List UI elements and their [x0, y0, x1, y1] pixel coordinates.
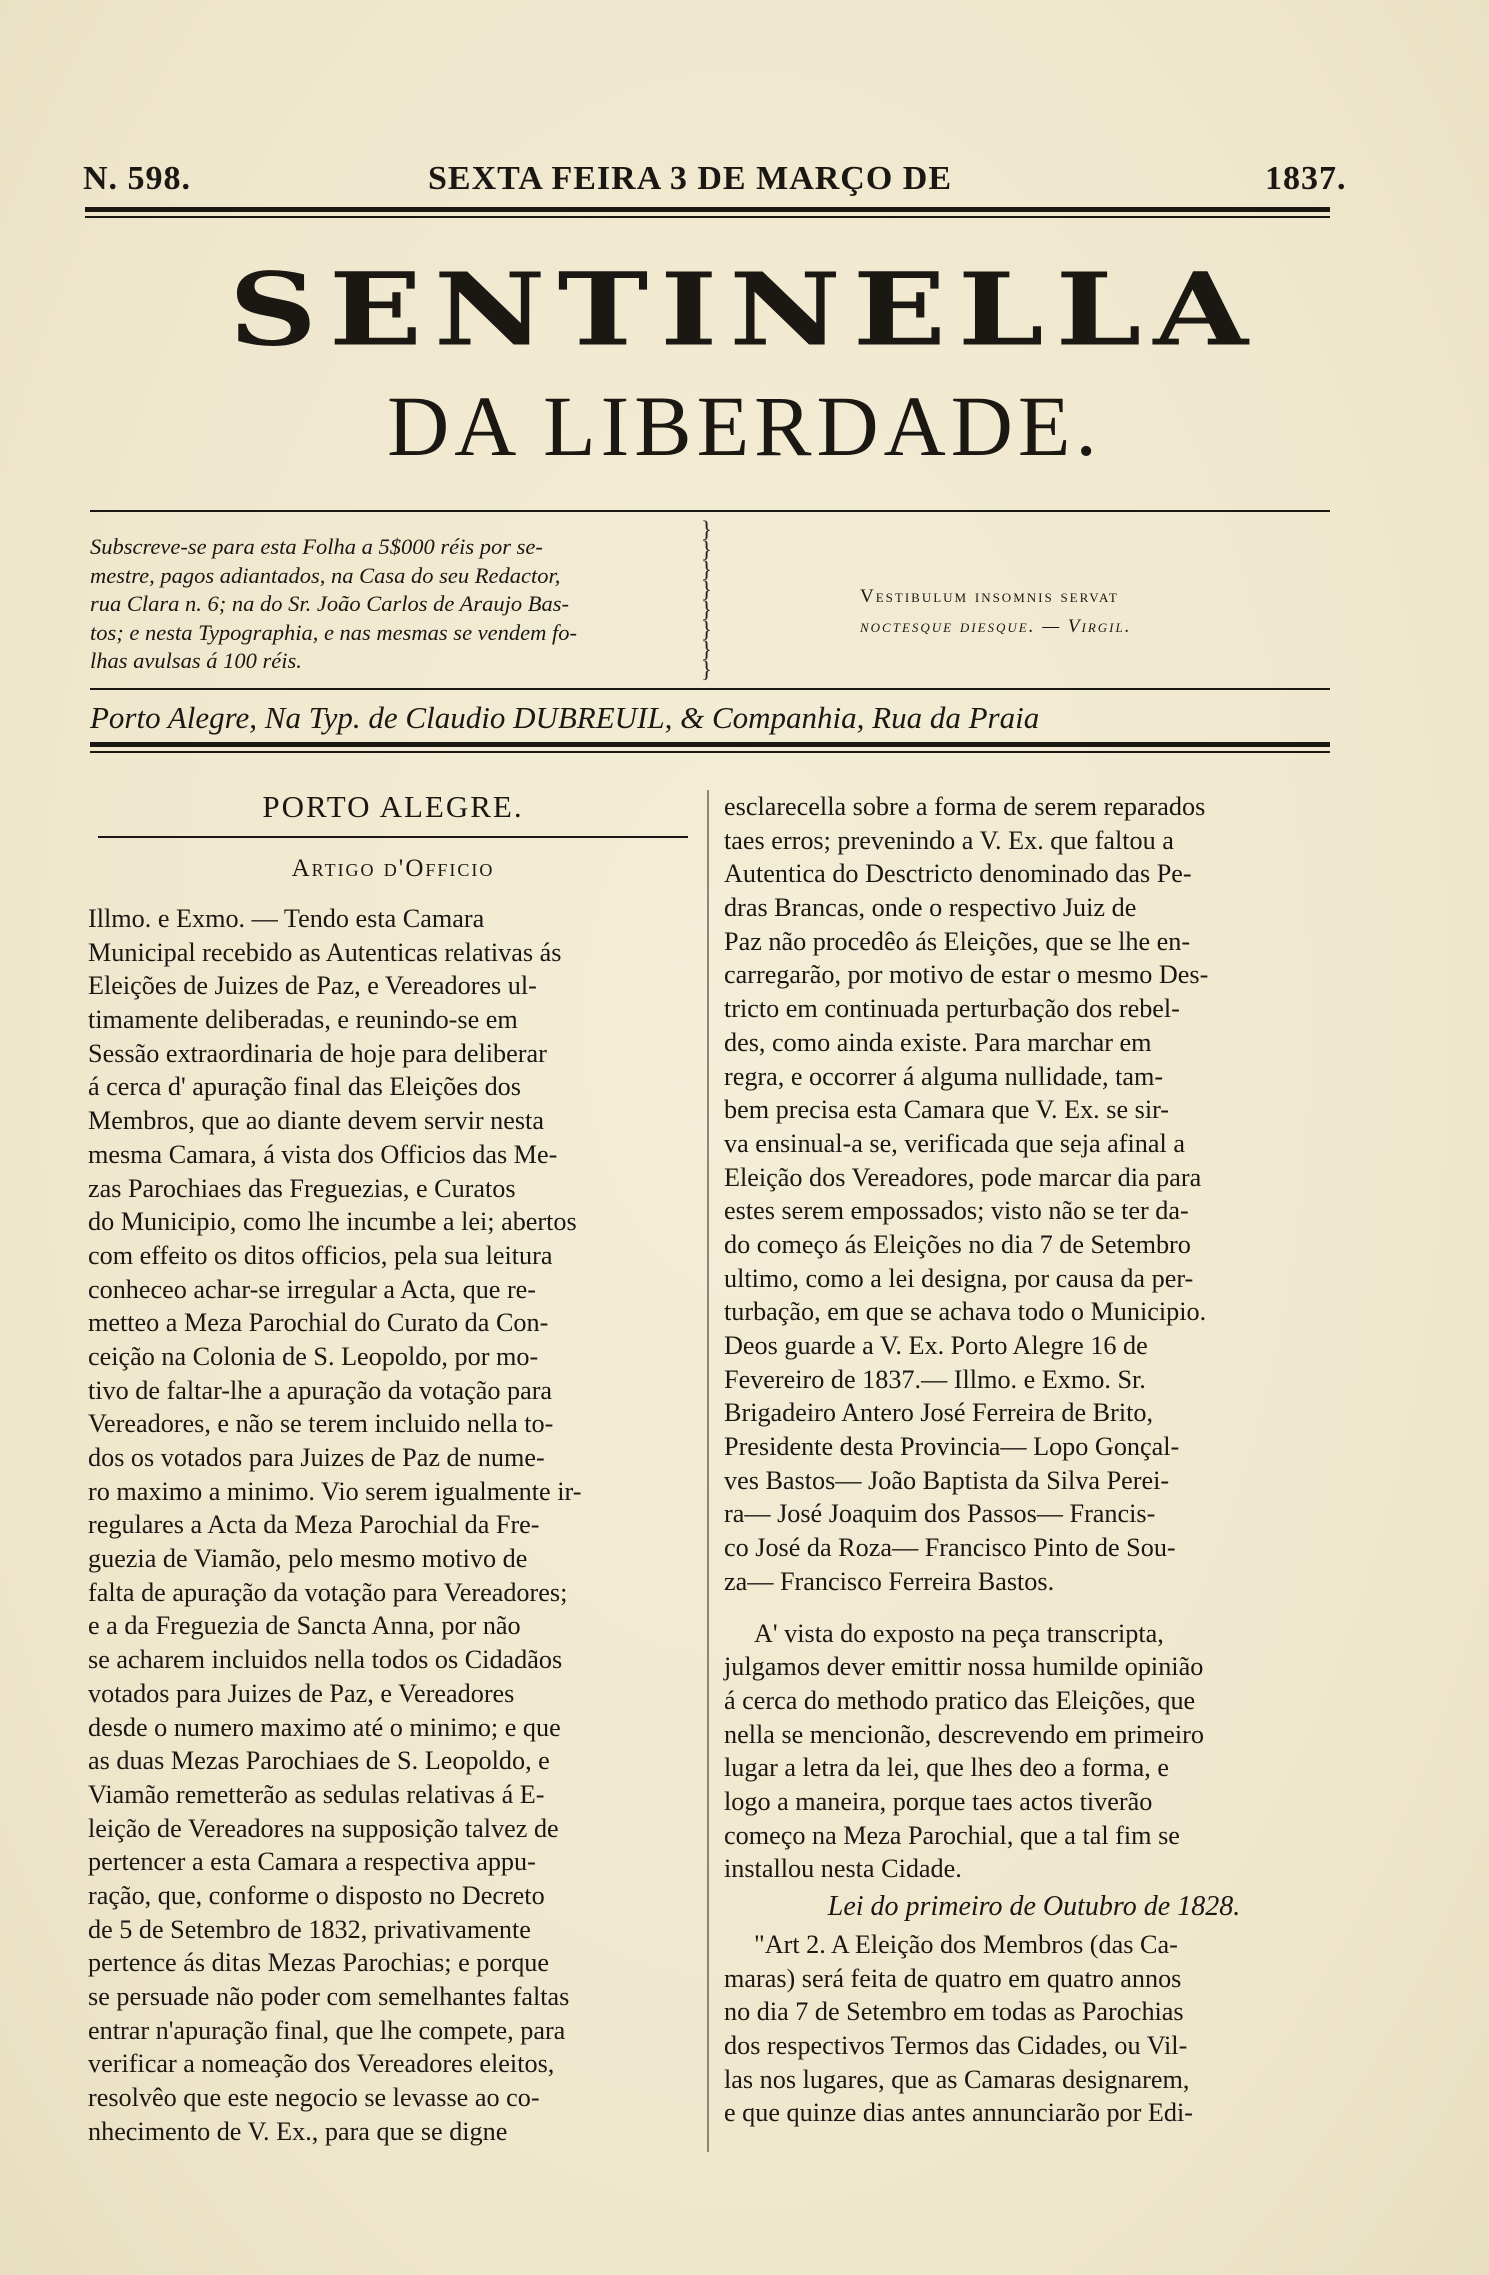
section-title: PORTO ALEGRE. — [262, 789, 524, 824]
motto — [860, 582, 1131, 642]
text-line: Membros, que ao diante devem servir nesta — [88, 1106, 544, 1136]
text-line: las nos lugares, que as Camaras designarem, — [724, 2064, 1190, 2094]
text-line: e a da Freguezia de Sancta Anna, por não — [88, 1611, 521, 1641]
text-line: za— Francisco Ferreira Bastos. — [724, 1566, 1055, 1596]
text-line: co José da Roza— Francisco Pinto de Sou- — [724, 1533, 1176, 1563]
text-line: desde o numero maximo até o minimo; e que — [88, 1712, 561, 1742]
text-line: ves Bastos— João Baptista da Silva Perei- — [724, 1465, 1170, 1495]
motto-line-2: noctesque diesque. — Virgil. — [860, 616, 1132, 637]
issue-number: N. 598. — [83, 160, 192, 197]
text-line: ro maximo a minimo. Vio serem igualmente ir- — [88, 1476, 582, 1506]
subscription-line: rua Clara n. 6; na do Sr. João Carlos de Araujo Bas- — [90, 591, 569, 616]
top-rule-thin — [85, 216, 1330, 218]
text-line: Eleição dos Vereadores, pode marcar dia para — [724, 1162, 1202, 1192]
text-line: taes erros; prevenindo a V. Ex. que faltou a — [724, 825, 1174, 855]
text-line: installou nesta Cidade. — [724, 1854, 962, 1884]
text-line: Illmo. e Exmo. — Tendo esta Camara — [88, 904, 485, 933]
text-line: as duas Mezas Parochiaes de S. Leopoldo, e — [88, 1746, 550, 1776]
text-line: nella se mencionão, descrevendo em primeiro — [724, 1719, 1204, 1749]
subscription-line: tos; e nesta Typographia, e nas mesmas se vendem fo- — [90, 619, 578, 645]
text-line: bem precisa esta Camara que V. Ex. se sir- — [724, 1095, 1170, 1125]
text-line: dos respectivos Termos das Cidades, ou Vil- — [724, 2031, 1188, 2061]
newspaper-title: SENTINELLA — [228, 249, 1261, 369]
text-line: á cerca d' apuração final das Eleições dos — [88, 1072, 521, 1102]
text-line: regulares a Acta da Meza Parochial da Fre- — [88, 1510, 540, 1540]
text-line: Vereadores, e não se terem incluido nella to- — [88, 1409, 554, 1439]
text-line: zas Parochiaes das Freguezias, e Curatos — [88, 1173, 516, 1203]
text-line: do Municipio, como lhe incumbe a lei; abertos — [88, 1207, 577, 1237]
right-paragraph-2 — [724, 1617, 1344, 1887]
text-line: esclarecella sobre a forma de serem reparados — [724, 792, 1206, 821]
imprint: Porto Alegre, Na Typ. de Claudio DUBREUIL, & Companhia, Rua da Praia — [90, 700, 1040, 735]
text-line: Deos guarde a V. Ex. Porto Alegre 16 de — [724, 1331, 1148, 1360]
text-line: metteo a Meza Parochial do Curato da Con- — [88, 1308, 549, 1338]
left-column — [88, 790, 698, 2148]
text-line: logo a maneira, porque taes actos tiverão — [724, 1786, 1153, 1816]
text-line: ração, que, conforme o disposto no Decreto — [88, 1880, 545, 1910]
text-line: A' vista do exposto na peça transcripta, — [754, 1618, 1164, 1648]
text-line: se acharem incluidos nella todos os Cidadãos — [88, 1645, 563, 1675]
text-line: des, como ainda existe. Para marchar em — [724, 1027, 1152, 1057]
text-line: tivo de faltar-lhe a apuração da votação para — [88, 1375, 553, 1405]
text-line: Sessão extraordinaria de hoje para deliberar — [88, 1038, 547, 1068]
newspaper-subtitle: DA LIBERDADE. — [387, 378, 1102, 474]
issue-year: 1837. — [1265, 160, 1347, 197]
text-line: e que quinze dias antes annunciarão por Edi- — [724, 2098, 1194, 2128]
text-line: dos os votados para Juizes de Paz de nume- — [88, 1443, 545, 1472]
text-line: tricto em continuada perturbação dos rebel- — [724, 994, 1180, 1024]
text-line: "Art 2. A Eleição dos Membros (das Ca- — [754, 1930, 1178, 1959]
text-line: Municipal recebido as Autenticas relativas ás — [88, 937, 562, 967]
text-line: falta de apuração da votação para Vereadores; — [88, 1577, 568, 1607]
text-line: leição de Vereadores na supposição talvez de — [88, 1813, 559, 1843]
text-line: Brigadeiro Antero José Ferreira de Brito, — [724, 1398, 1154, 1428]
text-line: votados para Juizes de Paz, e Vereadores — [88, 1678, 515, 1708]
text-line: lugar a letra da lei, que lhes deo a forma, e — [724, 1753, 1169, 1783]
subscription-line: Subscreve-se para esta Folha a 5$000 réis por se- — [90, 534, 543, 559]
text-line: com effeito os ditos officios, pela sua leitura — [88, 1240, 553, 1270]
right-paragraph-1 — [724, 790, 1344, 1599]
text-line: Eleições de Juizes de Paz, e Vereadores ul- — [88, 971, 537, 1001]
text-line: ceição na Colonia de S. Leopoldo, por mo- — [88, 1341, 539, 1371]
brace-divider: } } } } } } } } — [701, 517, 713, 682]
text-line: regra, e occorrer á alguma nullidade, tam- — [724, 1061, 1164, 1091]
imprint-rule-bottom-thin — [90, 751, 1330, 753]
text-line: Autentica do Desctricto denominado das Pe- — [724, 859, 1192, 889]
law-title: Lei do primeiro de Outubro de 1828. — [827, 1891, 1241, 1922]
right-paragraph-3 — [724, 1928, 1344, 2130]
left-article-body — [88, 902, 698, 2148]
masthead-rule — [90, 510, 1330, 512]
text-line: ultimo, como a lei designa, por causa da per- — [724, 1263, 1194, 1293]
issue-date: SEXTA FEIRA 3 DE MARÇO DE — [428, 160, 953, 197]
text-line: no dia 7 de Setembro em todas as Parochias — [724, 1997, 1184, 2027]
text-line: estes serem empossados; visto não se ter da- — [724, 1196, 1189, 1226]
text-line: entrar n'apuração final, que lhe compete, para — [88, 2015, 566, 2045]
subscription-line: lhas avulsas á 100 réis. — [90, 648, 302, 673]
text-line: va ensinual-a se, verificada que seja afinal a — [724, 1128, 1185, 1158]
text-line: dras Brancas, onde o respectivo Juiz de — [724, 893, 1137, 923]
text-line: á cerca do methodo pratico das Eleições, que — [724, 1685, 1196, 1715]
top-rule — [85, 207, 1330, 212]
text-line: ra— José Joaquim dos Passos— Francis- — [724, 1499, 1156, 1529]
text-line: resolvêo que este negocio se levasse ao co- — [88, 2083, 540, 2113]
text-line: Presidente desta Provincia— Lopo Gonçal- — [724, 1432, 1180, 1462]
text-line: Fevereiro de 1837.— Illmo. e Exmo. Sr. — [724, 1364, 1146, 1394]
section-subtitle: Artigo d'Officio — [291, 855, 495, 882]
motto-line-1: Vestibulum insomnis servat — [860, 586, 1119, 607]
text-line: pertencer a esta Camara a respectiva appu- — [88, 1847, 536, 1877]
text-line: guezia de Viamão, pelo mesmo motivo de — [88, 1544, 528, 1574]
text-line: Viamão remetterão as sedulas relativas á E- — [88, 1779, 545, 1809]
imprint-rule-top — [90, 688, 1330, 690]
text-line: timamente deliberadas, e reunindo-se em — [88, 1005, 518, 1035]
text-line: se persuade não poder com semelhantes faltas — [88, 1982, 570, 2011]
right-column — [724, 790, 1344, 2130]
subscription-notice — [90, 533, 702, 676]
text-line: conheceo achar-se irregular a Acta, que re- — [88, 1274, 537, 1304]
text-line: Paz não procedêo ás Eleições, que se lhe en- — [724, 926, 1191, 956]
text-line: verificar a nomeação dos Vereadores eleitos, — [88, 2049, 555, 2079]
text-line: começo na Meza Parochial, que a tal fim se — [724, 1820, 1180, 1850]
subscription-line: mestre, pagos adiantados, na Casa do seu Redactor, — [90, 562, 561, 588]
text-line: mesma Camara, á vista dos Officios das Me- — [88, 1139, 558, 1169]
section-rule — [98, 836, 688, 838]
text-line: turbação, em que se achava todo o Municipio. — [724, 1297, 1207, 1327]
text-line: pertence ás ditas Mezas Parochias; e porque — [88, 1948, 550, 1978]
text-line: julgamos dever emittir nossa humilde opinião — [724, 1652, 1204, 1682]
text-line: do começo ás Eleições no dia 7 de Setembro — [724, 1229, 1191, 1259]
text-line: de 5 de Setembro de 1832, privativamente — [88, 1914, 531, 1944]
text-line: maras) será feita de quatro em quatro annos — [724, 1963, 1182, 1993]
text-line: nhecimento de V. Ex., para que se digne — [88, 2116, 508, 2146]
text-line: carregarão, por motivo de estar o mesmo Des- — [724, 960, 1209, 990]
column-divider — [707, 790, 709, 2152]
imprint-rule-bottom — [90, 742, 1330, 747]
